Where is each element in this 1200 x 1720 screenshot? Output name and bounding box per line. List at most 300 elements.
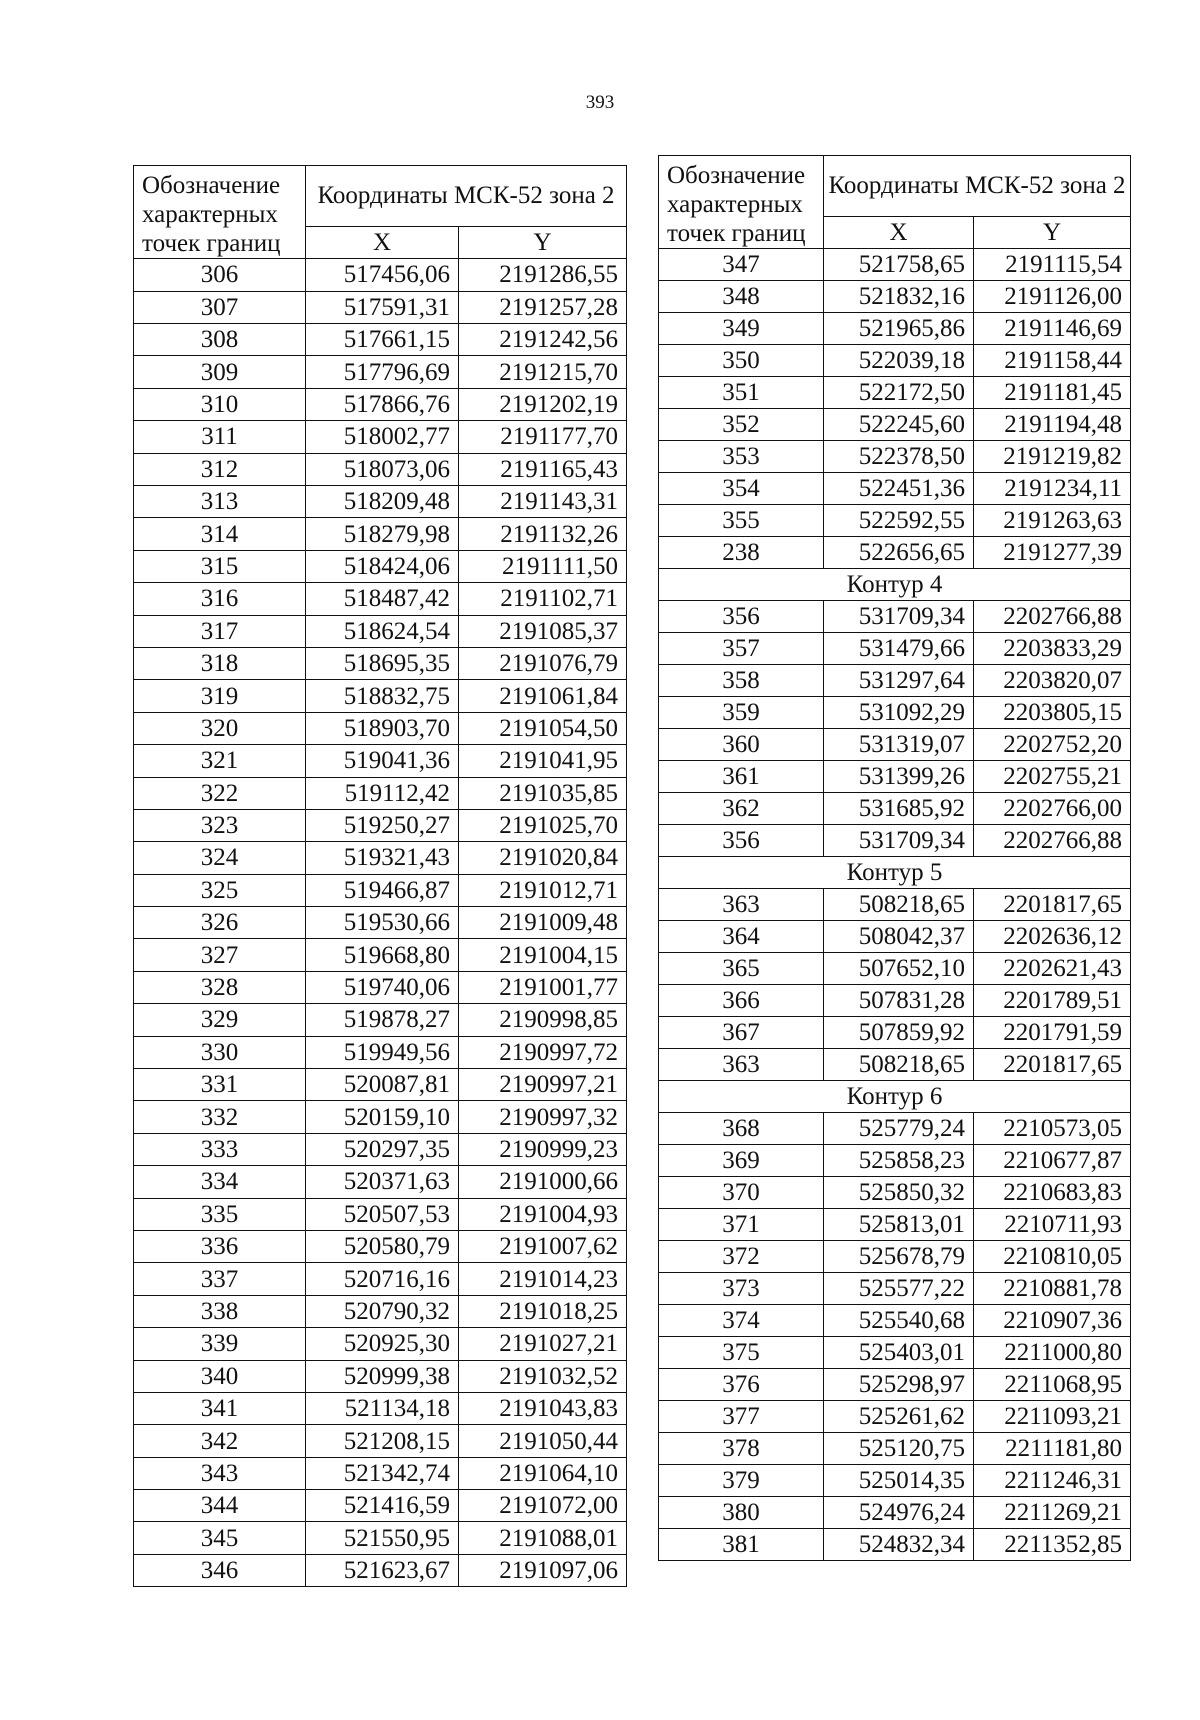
header-point-label: Обозначение характерных точек границ xyxy=(659,156,824,249)
table-row xyxy=(134,745,627,777)
y-coordinate-cell: 2190997,72 xyxy=(459,1036,627,1068)
point-id-cell: 311 xyxy=(134,421,306,453)
x-coordinate-cell: 521342,74 xyxy=(306,1457,459,1489)
table-row xyxy=(659,409,1131,441)
y-coordinate-cell: 2203833,29 xyxy=(974,633,1131,665)
header-coordinates: Координаты МСК-52 зона 2 xyxy=(824,156,1131,217)
y-coordinate-cell: 2191050,44 xyxy=(459,1425,627,1457)
x-coordinate-cell: 525813,01 xyxy=(824,1209,974,1241)
table-row xyxy=(134,1392,627,1424)
point-id-cell: 365 xyxy=(659,953,824,985)
point-id-cell: 356 xyxy=(659,825,824,857)
table-row xyxy=(134,1360,627,1392)
y-coordinate-cell: 2210907,36 xyxy=(974,1305,1131,1337)
y-coordinate-cell: 2191088,01 xyxy=(459,1522,627,1554)
table-row xyxy=(134,291,627,323)
y-coordinate-cell: 2191001,77 xyxy=(459,971,627,1003)
point-id-cell: 314 xyxy=(134,518,306,550)
x-coordinate-cell: 519250,27 xyxy=(306,809,459,841)
table-row xyxy=(659,825,1131,857)
x-coordinate-cell: 524976,24 xyxy=(824,1497,974,1529)
x-coordinate-cell: 518424,06 xyxy=(306,550,459,582)
table-row xyxy=(134,1133,627,1165)
x-coordinate-cell: 519949,56 xyxy=(306,1036,459,1068)
x-coordinate-cell: 508218,65 xyxy=(824,1049,974,1081)
x-coordinate-cell: 517456,06 xyxy=(306,259,459,291)
contour-label: Контур 5 xyxy=(659,857,1131,889)
point-id-cell: 343 xyxy=(134,1457,306,1489)
y-coordinate-cell: 2210677,87 xyxy=(974,1145,1131,1177)
y-coordinate-cell: 2191215,70 xyxy=(459,356,627,388)
y-coordinate-cell: 2211181,80 xyxy=(974,1433,1131,1465)
table-row xyxy=(659,249,1131,281)
y-coordinate-cell: 2191004,15 xyxy=(459,939,627,971)
y-coordinate-cell: 2202752,20 xyxy=(974,729,1131,761)
point-id-cell: 364 xyxy=(659,921,824,953)
x-coordinate-cell: 518002,77 xyxy=(306,421,459,453)
point-id-cell: 369 xyxy=(659,1145,824,1177)
point-id-cell: 318 xyxy=(134,647,306,679)
x-coordinate-cell: 519466,87 xyxy=(306,874,459,906)
table-row xyxy=(659,633,1131,665)
table-row xyxy=(134,809,627,841)
y-coordinate-cell: 2191085,37 xyxy=(459,615,627,647)
y-coordinate-cell: 2201789,51 xyxy=(974,985,1131,1017)
x-coordinate-cell: 522378,50 xyxy=(824,441,974,473)
coordinates-rows-left xyxy=(134,259,627,1587)
table-row xyxy=(659,1305,1131,1337)
coordinates-table-right xyxy=(658,155,1131,1561)
x-coordinate-cell: 508218,65 xyxy=(824,889,974,921)
x-coordinate-cell: 531399,26 xyxy=(824,761,974,793)
x-coordinate-cell: 519321,43 xyxy=(306,842,459,874)
x-coordinate-cell: 519878,27 xyxy=(306,1004,459,1036)
table-row xyxy=(659,601,1131,633)
table-row xyxy=(134,421,627,453)
point-id-cell: 325 xyxy=(134,874,306,906)
y-coordinate-cell: 2191032,52 xyxy=(459,1360,627,1392)
table-row xyxy=(659,889,1131,921)
y-coordinate-cell: 2202636,12 xyxy=(974,921,1131,953)
point-id-cell: 362 xyxy=(659,793,824,825)
y-coordinate-cell: 2191027,21 xyxy=(459,1328,627,1360)
y-coordinate-cell: 2191009,48 xyxy=(459,907,627,939)
x-coordinate-cell: 521208,15 xyxy=(306,1425,459,1457)
y-coordinate-cell: 2191097,06 xyxy=(459,1554,627,1586)
point-id-cell: 349 xyxy=(659,313,824,345)
point-id-cell: 319 xyxy=(134,680,306,712)
y-coordinate-cell: 2191219,82 xyxy=(974,441,1131,473)
table-row xyxy=(134,583,627,615)
point-id-cell: 316 xyxy=(134,583,306,615)
table-row xyxy=(659,313,1131,345)
x-coordinate-cell: 518279,98 xyxy=(306,518,459,550)
table-row xyxy=(659,665,1131,697)
table-row xyxy=(659,1209,1131,1241)
y-coordinate-cell: 2191061,84 xyxy=(459,680,627,712)
point-id-cell: 327 xyxy=(134,939,306,971)
y-coordinate-cell: 2191064,10 xyxy=(459,1457,627,1489)
y-coordinate-cell: 2191263,63 xyxy=(974,505,1131,537)
y-coordinate-cell: 2190998,85 xyxy=(459,1004,627,1036)
y-coordinate-cell: 2191143,31 xyxy=(459,485,627,517)
point-id-cell: 356 xyxy=(659,601,824,633)
y-coordinate-cell: 2191126,00 xyxy=(974,281,1131,313)
point-id-cell: 363 xyxy=(659,889,824,921)
point-id-cell: 354 xyxy=(659,473,824,505)
table-row xyxy=(134,518,627,550)
y-coordinate-cell: 2190999,23 xyxy=(459,1133,627,1165)
point-id-cell: 366 xyxy=(659,985,824,1017)
table-row xyxy=(659,793,1131,825)
coordinates-table-left xyxy=(133,165,627,1587)
point-id-cell: 321 xyxy=(134,745,306,777)
header-y: Y xyxy=(974,217,1131,249)
point-id-cell: 381 xyxy=(659,1529,824,1561)
point-id-cell: 371 xyxy=(659,1209,824,1241)
x-coordinate-cell: 525577,22 xyxy=(824,1273,974,1305)
contour-row xyxy=(659,857,1131,889)
x-coordinate-cell: 525298,97 xyxy=(824,1369,974,1401)
y-coordinate-cell: 2203820,07 xyxy=(974,665,1131,697)
x-coordinate-cell: 522039,18 xyxy=(824,345,974,377)
point-id-cell: 340 xyxy=(134,1360,306,1392)
y-coordinate-cell: 2191035,85 xyxy=(459,777,627,809)
y-coordinate-cell: 2203805,15 xyxy=(974,697,1131,729)
table-row xyxy=(659,345,1131,377)
x-coordinate-cell: 522245,60 xyxy=(824,409,974,441)
point-id-cell: 379 xyxy=(659,1465,824,1497)
point-id-cell: 330 xyxy=(134,1036,306,1068)
table-row xyxy=(134,777,627,809)
x-coordinate-cell: 518209,48 xyxy=(306,485,459,517)
y-coordinate-cell: 2191158,44 xyxy=(974,345,1131,377)
x-coordinate-cell: 525120,75 xyxy=(824,1433,974,1465)
point-id-cell: 306 xyxy=(134,259,306,291)
x-coordinate-cell: 525850,32 xyxy=(824,1177,974,1209)
y-coordinate-cell: 2201817,65 xyxy=(974,1049,1131,1081)
point-id-cell: 361 xyxy=(659,761,824,793)
table-row xyxy=(134,874,627,906)
point-id-cell: 310 xyxy=(134,388,306,420)
table-row xyxy=(134,259,627,291)
point-id-cell: 373 xyxy=(659,1273,824,1305)
table-row xyxy=(134,550,627,582)
table-row xyxy=(134,712,627,744)
y-coordinate-cell: 2210683,83 xyxy=(974,1177,1131,1209)
point-id-cell: 348 xyxy=(659,281,824,313)
x-coordinate-cell: 520999,38 xyxy=(306,1360,459,1392)
table-row xyxy=(134,1069,627,1101)
point-id-cell: 375 xyxy=(659,1337,824,1369)
table-row xyxy=(134,1198,627,1230)
table-row xyxy=(134,842,627,874)
header-point-label: Обозначение характерных точек границ xyxy=(134,166,306,259)
y-coordinate-cell: 2210711,93 xyxy=(974,1209,1131,1241)
y-coordinate-cell: 2211246,31 xyxy=(974,1465,1131,1497)
y-coordinate-cell: 2191102,71 xyxy=(459,583,627,615)
x-coordinate-cell: 531319,07 xyxy=(824,729,974,761)
y-coordinate-cell: 2191072,00 xyxy=(459,1490,627,1522)
contour-row xyxy=(659,569,1131,601)
y-coordinate-cell: 2211352,85 xyxy=(974,1529,1131,1561)
y-coordinate-cell: 2191277,39 xyxy=(974,537,1131,569)
y-coordinate-cell: 2191181,45 xyxy=(974,377,1131,409)
point-id-cell: 328 xyxy=(134,971,306,1003)
y-coordinate-cell: 2191194,48 xyxy=(974,409,1131,441)
point-id-cell: 337 xyxy=(134,1263,306,1295)
header-coordinates: Координаты МСК-52 зона 2 xyxy=(306,166,627,227)
y-coordinate-cell: 2191132,26 xyxy=(459,518,627,550)
point-id-cell: 344 xyxy=(134,1490,306,1522)
point-id-cell: 355 xyxy=(659,505,824,537)
table-row xyxy=(134,1263,627,1295)
table-row xyxy=(659,473,1131,505)
y-coordinate-cell: 2191177,70 xyxy=(459,421,627,453)
table-row xyxy=(659,377,1131,409)
table-row xyxy=(659,1017,1131,1049)
header-x: X xyxy=(306,227,459,259)
table-row xyxy=(134,1230,627,1262)
point-id-cell: 313 xyxy=(134,485,306,517)
table-row xyxy=(659,1497,1131,1529)
y-coordinate-cell: 2201791,59 xyxy=(974,1017,1131,1049)
header-y: Y xyxy=(459,227,627,259)
x-coordinate-cell: 521623,67 xyxy=(306,1554,459,1586)
y-coordinate-cell: 2191202,19 xyxy=(459,388,627,420)
point-id-cell: 317 xyxy=(134,615,306,647)
x-coordinate-cell: 518695,35 xyxy=(306,647,459,679)
point-id-cell: 351 xyxy=(659,377,824,409)
table-row xyxy=(134,615,627,647)
table-row xyxy=(134,1457,627,1489)
point-id-cell: 342 xyxy=(134,1425,306,1457)
point-id-cell: 326 xyxy=(134,907,306,939)
table-row xyxy=(659,1049,1131,1081)
contour-row xyxy=(659,1081,1131,1113)
x-coordinate-cell: 519112,42 xyxy=(306,777,459,809)
table-row xyxy=(659,281,1131,313)
x-coordinate-cell: 525779,24 xyxy=(824,1113,974,1145)
table-row xyxy=(659,1433,1131,1465)
x-coordinate-cell: 518832,75 xyxy=(306,680,459,712)
x-coordinate-cell: 525678,79 xyxy=(824,1241,974,1273)
point-id-cell: 309 xyxy=(134,356,306,388)
point-id-cell: 308 xyxy=(134,324,306,356)
y-coordinate-cell: 2191025,70 xyxy=(459,809,627,841)
table-row xyxy=(659,537,1131,569)
point-id-cell: 238 xyxy=(659,537,824,569)
table-row xyxy=(659,1369,1131,1401)
point-id-cell: 338 xyxy=(134,1295,306,1327)
table-row xyxy=(659,985,1131,1017)
point-id-cell: 335 xyxy=(134,1198,306,1230)
x-coordinate-cell: 517591,31 xyxy=(306,291,459,323)
point-id-cell: 359 xyxy=(659,697,824,729)
x-coordinate-cell: 521832,16 xyxy=(824,281,974,313)
point-id-cell: 347 xyxy=(659,249,824,281)
point-id-cell: 368 xyxy=(659,1113,824,1145)
x-coordinate-cell: 525261,62 xyxy=(824,1401,974,1433)
y-coordinate-cell: 2202766,88 xyxy=(974,601,1131,633)
x-coordinate-cell: 521416,59 xyxy=(306,1490,459,1522)
table-row xyxy=(134,971,627,1003)
table-row xyxy=(134,453,627,485)
point-id-cell: 329 xyxy=(134,1004,306,1036)
point-id-cell: 380 xyxy=(659,1497,824,1529)
point-id-cell: 324 xyxy=(134,842,306,874)
y-coordinate-cell: 2191043,83 xyxy=(459,1392,627,1424)
table-row xyxy=(134,1166,627,1198)
x-coordinate-cell: 508042,37 xyxy=(824,921,974,953)
y-coordinate-cell: 2190997,32 xyxy=(459,1101,627,1133)
table-row xyxy=(659,1241,1131,1273)
point-id-cell: 332 xyxy=(134,1101,306,1133)
point-id-cell: 374 xyxy=(659,1305,824,1337)
y-coordinate-cell: 2191041,95 xyxy=(459,745,627,777)
table-row xyxy=(134,1101,627,1133)
point-id-cell: 334 xyxy=(134,1166,306,1198)
table-row xyxy=(659,761,1131,793)
table-row xyxy=(134,1036,627,1068)
point-id-cell: 336 xyxy=(134,1230,306,1262)
x-coordinate-cell: 520580,79 xyxy=(306,1230,459,1262)
table-row xyxy=(134,1295,627,1327)
table-row xyxy=(134,1490,627,1522)
x-coordinate-cell: 519530,66 xyxy=(306,907,459,939)
x-coordinate-cell: 522451,36 xyxy=(824,473,974,505)
y-coordinate-cell: 2191257,28 xyxy=(459,291,627,323)
point-id-cell: 307 xyxy=(134,291,306,323)
x-coordinate-cell: 522592,55 xyxy=(824,505,974,537)
x-coordinate-cell: 531709,34 xyxy=(824,825,974,857)
contour-label: Контур 4 xyxy=(659,569,1131,601)
x-coordinate-cell: 518624,54 xyxy=(306,615,459,647)
point-id-cell: 372 xyxy=(659,1241,824,1273)
table-row xyxy=(659,1465,1131,1497)
x-coordinate-cell: 507831,28 xyxy=(824,985,974,1017)
y-coordinate-cell: 2191007,62 xyxy=(459,1230,627,1262)
x-coordinate-cell: 521965,86 xyxy=(824,313,974,345)
y-coordinate-cell: 2211068,95 xyxy=(974,1369,1131,1401)
point-id-cell: 370 xyxy=(659,1177,824,1209)
x-coordinate-cell: 522172,50 xyxy=(824,377,974,409)
point-id-cell: 339 xyxy=(134,1328,306,1360)
y-coordinate-cell: 2210810,05 xyxy=(974,1241,1131,1273)
x-coordinate-cell: 517866,76 xyxy=(306,388,459,420)
y-coordinate-cell: 2190997,21 xyxy=(459,1069,627,1101)
table-row xyxy=(659,505,1131,537)
point-id-cell: 331 xyxy=(134,1069,306,1101)
table-row xyxy=(659,729,1131,761)
point-id-cell: 345 xyxy=(134,1522,306,1554)
point-id-cell: 363 xyxy=(659,1049,824,1081)
x-coordinate-cell: 521134,18 xyxy=(306,1392,459,1424)
y-coordinate-cell: 2191054,50 xyxy=(459,712,627,744)
x-coordinate-cell: 520297,35 xyxy=(306,1133,459,1165)
y-coordinate-cell: 2191242,56 xyxy=(459,324,627,356)
page-number: 393 xyxy=(585,92,615,113)
table-row xyxy=(659,1113,1131,1145)
point-id-cell: 320 xyxy=(134,712,306,744)
y-coordinate-cell: 2191004,93 xyxy=(459,1198,627,1230)
x-coordinate-cell: 531685,92 xyxy=(824,793,974,825)
x-coordinate-cell: 520371,63 xyxy=(306,1166,459,1198)
x-coordinate-cell: 531297,64 xyxy=(824,665,974,697)
y-coordinate-cell: 2191020,84 xyxy=(459,842,627,874)
y-coordinate-cell: 2210573,05 xyxy=(974,1113,1131,1145)
x-coordinate-cell: 525014,35 xyxy=(824,1465,974,1497)
x-coordinate-cell: 520790,32 xyxy=(306,1295,459,1327)
x-coordinate-cell: 519041,36 xyxy=(306,745,459,777)
table-row xyxy=(659,441,1131,473)
point-id-cell: 350 xyxy=(659,345,824,377)
y-coordinate-cell: 2202621,43 xyxy=(974,953,1131,985)
point-id-cell: 367 xyxy=(659,1017,824,1049)
x-coordinate-cell: 522656,65 xyxy=(824,537,974,569)
y-coordinate-cell: 2191165,43 xyxy=(459,453,627,485)
y-coordinate-cell: 2191234,11 xyxy=(974,473,1131,505)
contour-label: Контур 6 xyxy=(659,1081,1131,1113)
y-coordinate-cell: 2191076,79 xyxy=(459,647,627,679)
y-coordinate-cell: 2191012,71 xyxy=(459,874,627,906)
point-id-cell: 353 xyxy=(659,441,824,473)
table-row xyxy=(134,939,627,971)
x-coordinate-cell: 517661,15 xyxy=(306,324,459,356)
x-coordinate-cell: 525540,68 xyxy=(824,1305,974,1337)
point-id-cell: 322 xyxy=(134,777,306,809)
table-row xyxy=(134,1004,627,1036)
x-coordinate-cell: 531092,29 xyxy=(824,697,974,729)
header-x: X xyxy=(824,217,974,249)
table-row xyxy=(659,1337,1131,1369)
x-coordinate-cell: 531709,34 xyxy=(824,601,974,633)
point-id-cell: 360 xyxy=(659,729,824,761)
y-coordinate-cell: 2191014,23 xyxy=(459,1263,627,1295)
y-coordinate-cell: 2191146,69 xyxy=(974,313,1131,345)
y-coordinate-cell: 2191115,54 xyxy=(974,249,1131,281)
y-coordinate-cell: 2191286,55 xyxy=(459,259,627,291)
table-row xyxy=(134,356,627,388)
x-coordinate-cell: 521758,65 xyxy=(824,249,974,281)
table-row xyxy=(134,680,627,712)
y-coordinate-cell: 2211269,21 xyxy=(974,1497,1131,1529)
x-coordinate-cell: 518073,06 xyxy=(306,453,459,485)
x-coordinate-cell: 518487,42 xyxy=(306,583,459,615)
table-row xyxy=(659,1273,1131,1305)
point-id-cell: 357 xyxy=(659,633,824,665)
point-id-cell: 346 xyxy=(134,1554,306,1586)
point-id-cell: 333 xyxy=(134,1133,306,1165)
x-coordinate-cell: 519668,80 xyxy=(306,939,459,971)
point-id-cell: 358 xyxy=(659,665,824,697)
x-coordinate-cell: 507859,92 xyxy=(824,1017,974,1049)
point-id-cell: 312 xyxy=(134,453,306,485)
point-id-cell: 377 xyxy=(659,1401,824,1433)
x-coordinate-cell: 521550,95 xyxy=(306,1522,459,1554)
x-coordinate-cell: 520925,30 xyxy=(306,1328,459,1360)
y-coordinate-cell: 2191018,25 xyxy=(459,1295,627,1327)
table-row xyxy=(134,647,627,679)
table-row xyxy=(134,485,627,517)
x-coordinate-cell: 520716,16 xyxy=(306,1263,459,1295)
x-coordinate-cell: 525858,23 xyxy=(824,1145,974,1177)
y-coordinate-cell: 2191111,50 xyxy=(459,550,627,582)
y-coordinate-cell: 2210881,78 xyxy=(974,1273,1131,1305)
point-id-cell: 323 xyxy=(134,809,306,841)
table-row xyxy=(134,907,627,939)
point-id-cell: 378 xyxy=(659,1433,824,1465)
